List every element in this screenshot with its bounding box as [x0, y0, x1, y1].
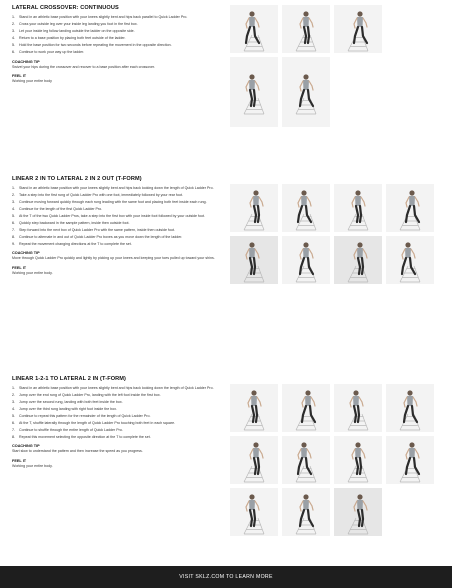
feel-it-heading: FEEL IT	[12, 459, 27, 464]
step-item: 7. Continue to shuffle through the entire length of Quick Ladder Pro.	[12, 427, 123, 432]
step-item: 6. Quickly step backward in the sample pattern, inside then outside foot.	[12, 220, 130, 225]
figure-legs	[404, 406, 417, 422]
figure-legs	[356, 206, 361, 222]
figure-torso	[253, 196, 259, 206]
figure-torso	[249, 17, 255, 27]
figure-legs	[254, 458, 259, 474]
athlete-illustration	[230, 184, 278, 232]
section-title: LINEAR 2 IN TO LATERAL 2 IN 2 OUT (T-FORM)	[12, 176, 142, 182]
section-title: LINEAR 1-2-1 TO LATERAL 2 IN (T-FORM)	[12, 376, 127, 382]
athlete-illustration	[282, 236, 330, 284]
exercise-photo	[230, 57, 278, 127]
coaching-tip-heading: COACHING TIP	[12, 444, 40, 449]
athlete-illustration	[334, 5, 382, 53]
figure-head	[301, 442, 306, 447]
figure-legs	[246, 27, 259, 43]
exercise-photo	[230, 236, 278, 284]
step-item: 5. Hold the base position for two seconds before repeating the movement in the opposite direction.	[12, 42, 172, 47]
coaching-tip-text: Start slow to understand the pattern and then increase the speed as you progress.	[12, 449, 143, 454]
exercise-photo	[334, 488, 382, 536]
step-item: 8. Repeat this movement selecting the opposite direction at the T to complete the set.	[12, 434, 151, 439]
feel-it-text: Working your entire body	[12, 79, 52, 84]
exercise-photo	[386, 236, 434, 284]
figure-head	[303, 242, 308, 247]
athlete-illustration	[386, 184, 434, 232]
step-item: 8. Continue to alternate in and out of Quick Ladder Pro boxes as you move down the length of the ladder.	[12, 234, 183, 239]
figure-head	[357, 11, 362, 16]
figure-torso	[249, 248, 255, 258]
exercise-photo	[334, 184, 382, 232]
exercise-photo	[334, 436, 382, 484]
figure-legs	[252, 406, 257, 422]
step-item: 4. Continue for the length of the first Quick Ladder Pro.	[12, 206, 103, 211]
figure-legs	[358, 510, 363, 526]
athlete-illustration	[282, 488, 330, 536]
step-item: 1. Stand in an athletic base position with your knees slightly bent and hips back looking down the length of Quick Ladder Pro.	[12, 186, 214, 190]
step-item: 9. Repeat the movement changing directions at the T to complete the set.	[12, 241, 132, 246]
coaching-tip-text: Swivel your hips during the crossover and recover to a base position after each crossover.	[12, 64, 156, 69]
figure-torso	[253, 448, 259, 458]
figure-legs	[298, 458, 311, 474]
figure-head	[305, 390, 310, 395]
exercise-photo	[230, 5, 278, 53]
figure-torso	[353, 396, 359, 406]
figure-head	[249, 74, 254, 79]
figure-legs	[354, 27, 367, 43]
coaching-tip-text: Move through Quick Ladder Pro quickly and lightly by picking up your knees and keeping your toes pulled up toward your shins.	[12, 256, 215, 261]
athlete-illustration	[334, 184, 382, 232]
figure-torso	[249, 80, 255, 90]
figure-legs	[298, 206, 311, 222]
section-linear-2-in-lateral	[0, 176, 452, 372]
figure-legs	[300, 90, 313, 106]
figure-head	[249, 11, 254, 16]
figure-torso	[407, 396, 413, 406]
figure-legs	[354, 406, 359, 422]
figure-torso	[357, 17, 363, 27]
figure-head	[409, 442, 414, 447]
section-text	[12, 176, 227, 276]
figure-head	[357, 494, 362, 499]
figure-torso	[405, 248, 411, 258]
photo-grid	[230, 5, 382, 127]
photo-grid	[230, 384, 434, 536]
figure-legs	[250, 90, 255, 106]
figure-legs	[300, 258, 313, 274]
athlete-illustration	[386, 384, 434, 432]
athlete-illustration	[334, 488, 382, 536]
athlete-illustration	[230, 488, 278, 536]
step-item: 1. Stand in an athletic base position with your knees slightly bent and hips back looking down the length of Quick Ladder Pro.	[12, 386, 214, 390]
exercise-photo	[334, 384, 382, 432]
section-title: LATERAL CROSSOVER: CONTINUOUS	[12, 5, 119, 11]
step-item: 2. Take a step into the first rung of Quick Ladder Pro with one foot, immediately followed by your rear foot.	[12, 192, 183, 197]
figure-torso	[301, 196, 307, 206]
athlete-illustration	[230, 436, 278, 484]
exercise-photo	[386, 436, 434, 484]
figure-torso	[303, 500, 309, 510]
athlete-illustration	[334, 384, 382, 432]
figure-torso	[303, 80, 309, 90]
figure-legs	[250, 258, 255, 274]
figure-legs	[250, 510, 255, 526]
figure-head	[253, 190, 258, 195]
photo-grid	[230, 184, 434, 284]
figure-head	[409, 190, 414, 195]
step-item: 5. Continue to repeat this pattern for the remainder of the length of Quick Ladder Pro.	[12, 413, 151, 418]
step-item: 5. At the T of the two Quick Ladder Pros, take a step into the first box with your inside foot followed by your outside foot.	[12, 213, 206, 218]
figure-head	[253, 442, 258, 447]
exercise-photo	[334, 236, 382, 284]
exercise-photo	[282, 384, 330, 432]
figure-head	[249, 494, 254, 499]
figure-torso	[357, 248, 363, 258]
athlete-illustration	[334, 436, 382, 484]
exercise-photo	[282, 184, 330, 232]
figure-legs	[406, 206, 419, 222]
athlete-illustration	[334, 236, 382, 284]
exercise-photo	[282, 57, 330, 127]
section-linear-1-2-1	[0, 376, 452, 566]
athlete-illustration	[230, 57, 278, 127]
figure-head	[407, 390, 412, 395]
step-item: 3. Let your inside leg follow landing outside the ladder on the opposite side.	[12, 28, 135, 33]
figure-torso	[249, 500, 255, 510]
exercise-photo	[282, 5, 330, 53]
exercise-photo	[230, 488, 278, 536]
figure-torso	[357, 500, 363, 510]
figure-head	[303, 11, 308, 16]
exercise-photo	[282, 488, 330, 536]
figure-head	[303, 74, 308, 79]
athlete-illustration	[282, 57, 330, 127]
exercise-photo	[282, 436, 330, 484]
figure-head	[357, 242, 362, 247]
figure-torso	[355, 448, 361, 458]
step-item: 4. Jump over the third rung landing with right foot inside the box.	[12, 406, 118, 411]
figure-head	[249, 242, 254, 247]
figure-legs	[406, 458, 419, 474]
step-item: 3. Continue moving forward quickly through each rung leading with the same foot and placing both feet inside each rung.	[12, 199, 207, 204]
section-lateral-crossover	[0, 5, 452, 173]
figure-head	[355, 190, 360, 195]
athlete-illustration	[230, 5, 278, 53]
figure-torso	[409, 196, 415, 206]
feel-it-text: Working your entire body.	[12, 464, 53, 469]
step-item: 1. Stand in an athletic base position with your knees slightly bent and hips back parallel to Quick Ladder Pro.	[12, 15, 188, 19]
exercise-photo	[334, 5, 382, 53]
athlete-illustration	[230, 384, 278, 432]
step-item: 2. Jump over the end rung of Quick Ladder Pro, landing with the left foot inside the first box.	[12, 392, 161, 397]
exercise-photo	[386, 384, 434, 432]
exercise-photo	[386, 184, 434, 232]
figure-head	[405, 242, 410, 247]
footer-bar	[0, 566, 452, 588]
figure-legs	[402, 258, 415, 274]
figure-head	[251, 390, 256, 395]
feel-it-text: Working your entire body.	[12, 271, 53, 276]
figure-legs	[302, 406, 315, 422]
figure-legs	[300, 510, 313, 526]
athlete-illustration	[386, 436, 434, 484]
feel-it-heading: FEEL IT	[12, 74, 27, 79]
coaching-tip-heading: COACHING TIP	[12, 59, 40, 64]
coaching-tip-heading: COACHING TIP	[12, 251, 40, 256]
steps-list	[12, 186, 227, 246]
figure-torso	[303, 248, 309, 258]
figure-legs	[254, 206, 259, 222]
athlete-illustration	[282, 184, 330, 232]
figure-torso	[251, 396, 257, 406]
step-item: 4. Return to a base position by placing both feet outside of the ladder.	[12, 35, 126, 40]
steps-list	[12, 15, 227, 55]
figure-legs	[304, 27, 309, 43]
figure-torso	[355, 196, 361, 206]
section-text	[12, 5, 227, 84]
athlete-illustration	[282, 384, 330, 432]
exercise-photo	[230, 436, 278, 484]
figure-torso	[305, 396, 311, 406]
step-item: 6. Continue to work your way up the ladder.	[12, 49, 85, 54]
athlete-illustration	[386, 236, 434, 284]
figure-torso	[301, 448, 307, 458]
step-item: 6. At the T, shuffle laterally through the length of Quick Ladder Pro touching both feet in each square.	[12, 420, 176, 425]
exercise-photo	[230, 184, 278, 232]
section-text	[12, 376, 227, 469]
exercise-photo	[282, 236, 330, 284]
athlete-illustration	[282, 436, 330, 484]
feel-it-heading: FEEL IT	[12, 266, 27, 271]
figure-head	[353, 390, 358, 395]
figure-legs	[356, 458, 361, 474]
figure-head	[355, 442, 360, 447]
athlete-illustration	[282, 5, 330, 53]
athlete-illustration	[230, 236, 278, 284]
figure-head	[301, 190, 306, 195]
step-item: 3. Jump over the second rung, landing with both feet inside the box.	[12, 399, 123, 404]
figure-torso	[409, 448, 415, 458]
footer-link-text[interactable]: VISIT SKLZ.COM TO LEARN MORE	[179, 574, 273, 580]
exercise-photo	[230, 384, 278, 432]
figure-torso	[303, 17, 309, 27]
figure-head	[303, 494, 308, 499]
steps-list	[12, 386, 227, 439]
step-item: 2. Cross your outside leg over your inside leg landing you foot in the first box.	[12, 21, 138, 26]
figure-legs	[358, 258, 363, 274]
step-item: 7. Step forward into the next box of Quick Ladder Pro with the same pattern, inside then outside foot.	[12, 227, 176, 232]
